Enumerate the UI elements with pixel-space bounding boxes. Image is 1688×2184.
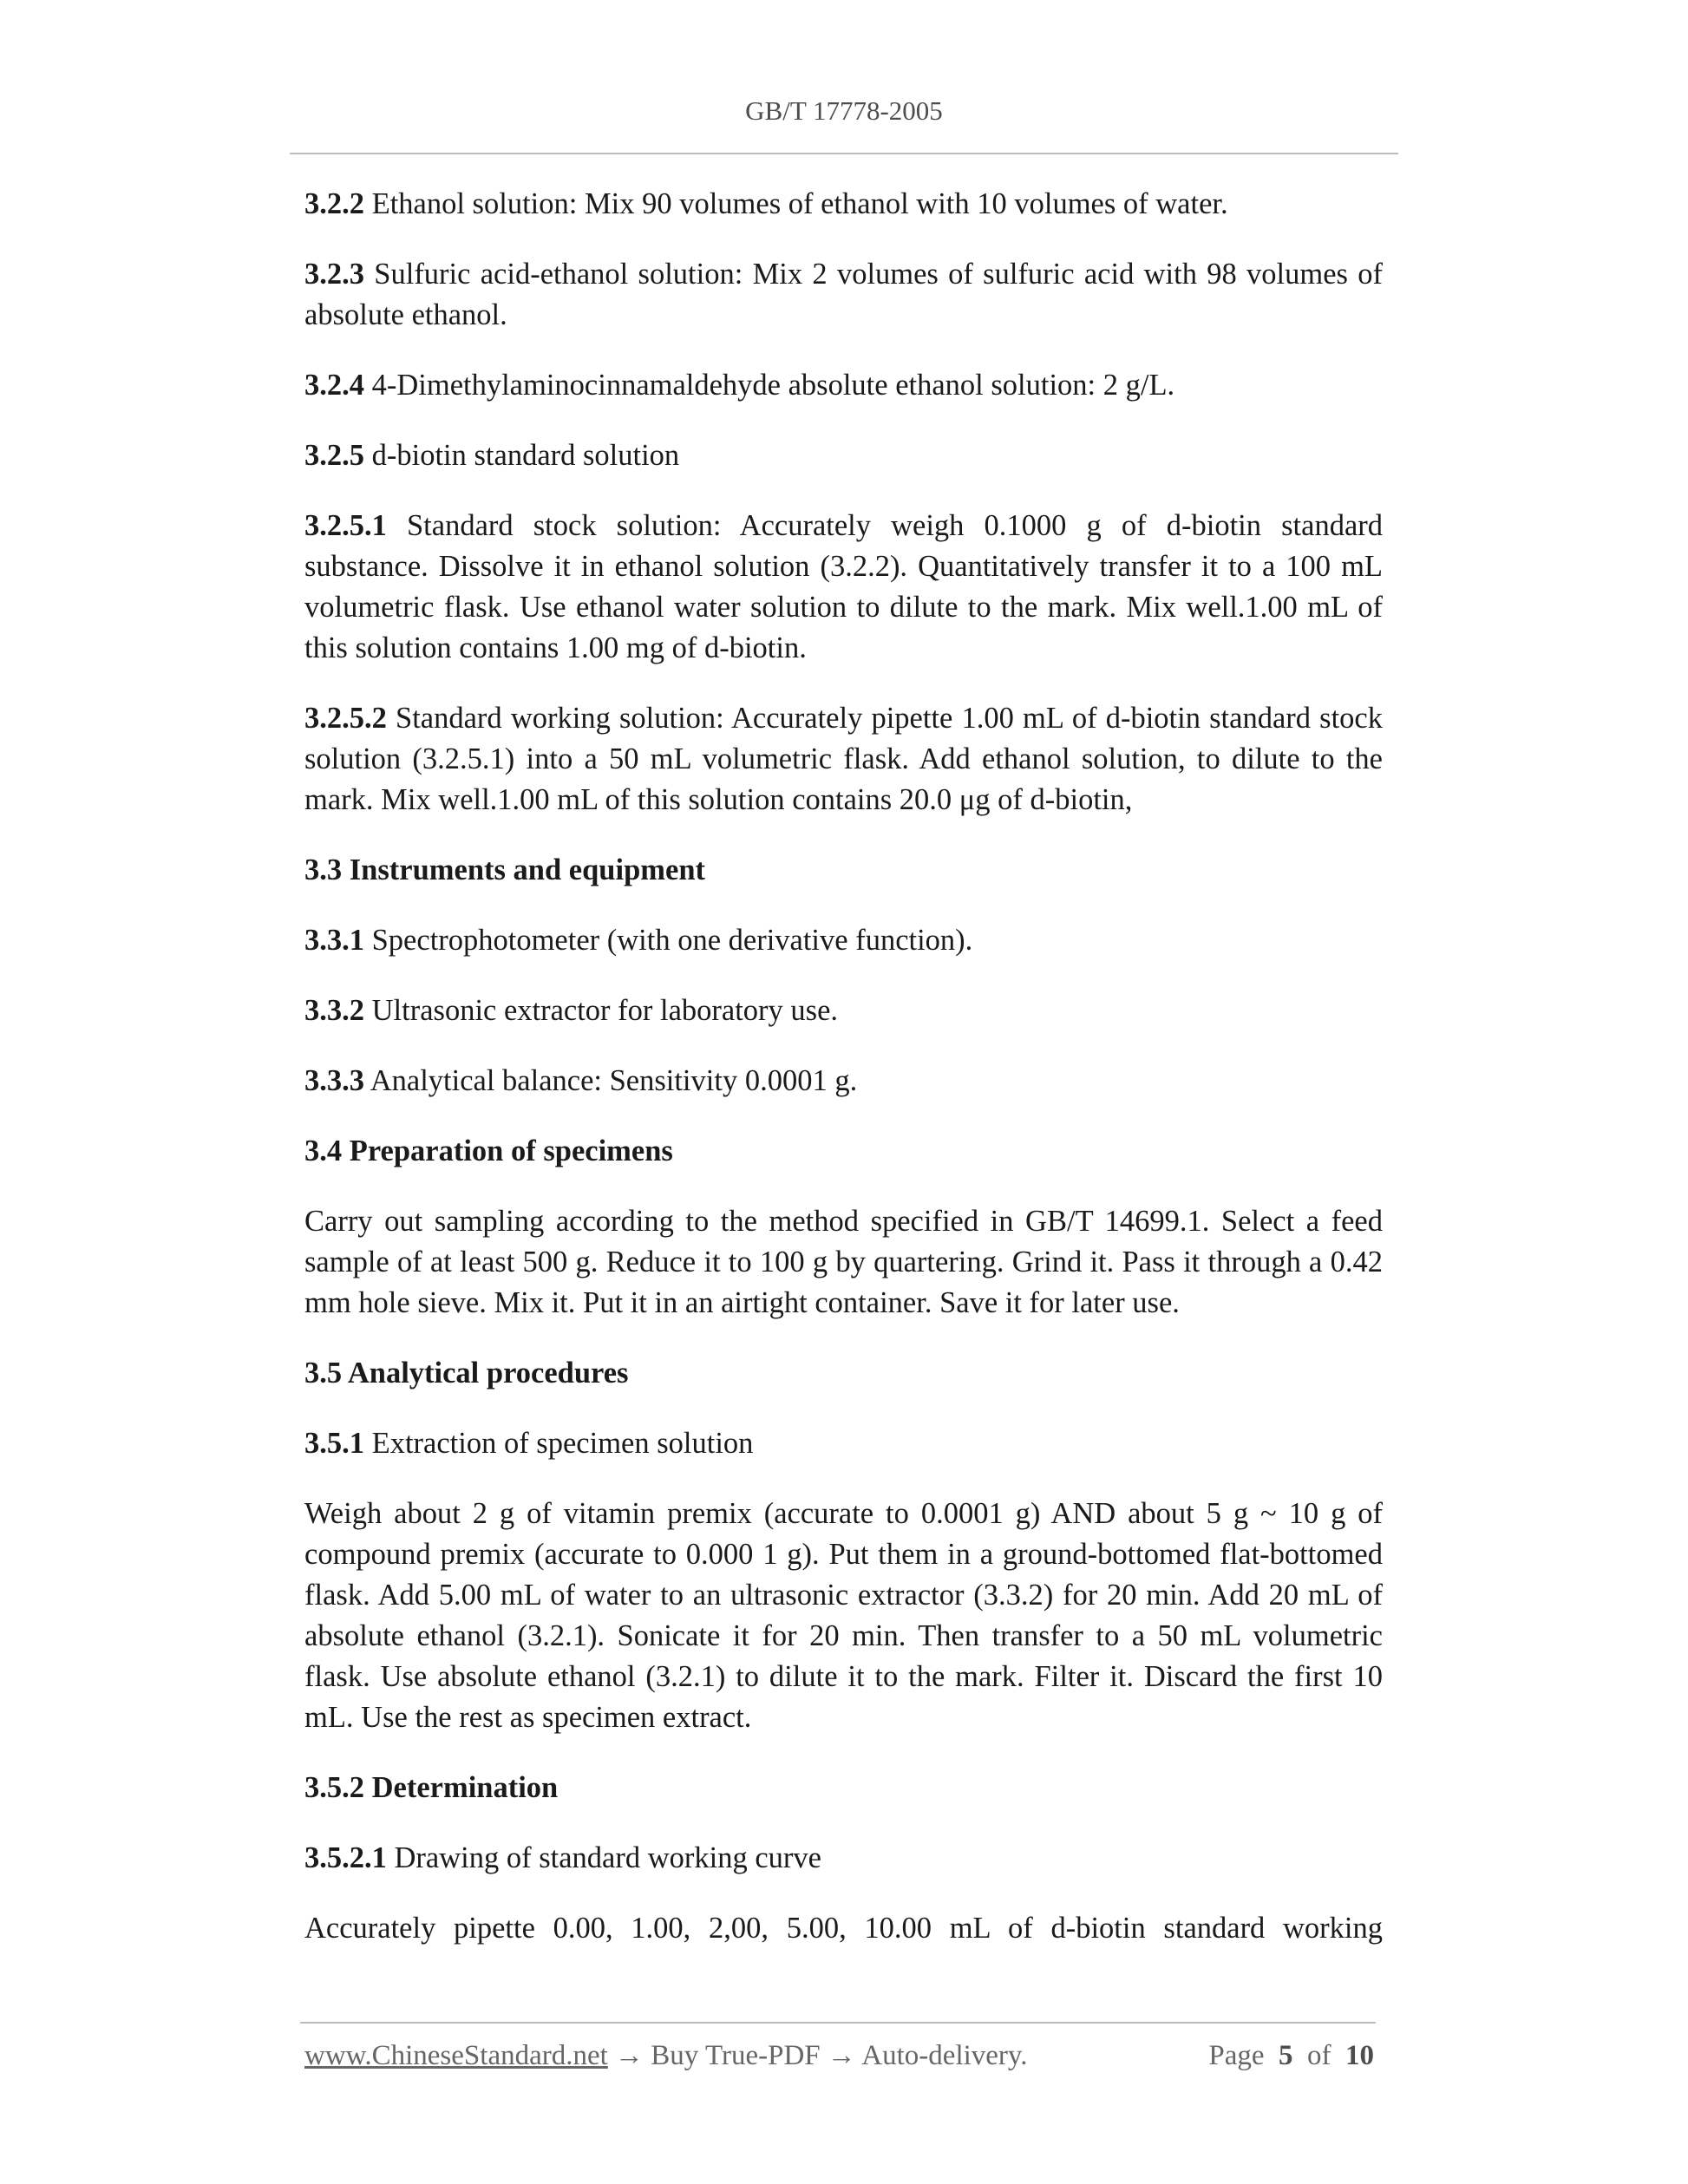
page-total: 10: [1345, 2040, 1374, 2071]
site-link[interactable]: www.ChineseStandard.net: [304, 2040, 608, 2071]
clause-text: Ultrasonic extractor for laboratory use.: [364, 994, 839, 1027]
clause-number: 3.5.1: [304, 1427, 364, 1460]
clause-text: Analytical balance: Sensitivity 0.0001 g.: [364, 1064, 858, 1097]
clause-3-2-3: [304, 254, 1383, 336]
footer-tagline: → Buy True-PDF → Auto-delivery.: [607, 2040, 1028, 2071]
document-body: [304, 184, 1383, 1978]
clause-number: 3.2.4: [304, 369, 364, 402]
clause-number: 3.2.3: [304, 258, 364, 291]
clause-3-3-3: [304, 1061, 1383, 1102]
section-heading-3-5: 3.5 Analytical procedures: [304, 1357, 629, 1390]
header-divider: [290, 153, 1398, 154]
clause-number: 3.2.5: [304, 439, 364, 472]
clause-number: 3.2.5.1: [304, 509, 387, 542]
section-heading-3-3: 3.3 Instruments and equipment: [304, 853, 705, 886]
clause-text: Spectrophotometer (with one derivative function).: [364, 924, 973, 957]
clause-3-3-2: [304, 991, 1383, 1031]
clause-text: Standard stock solution: Accurately weigh 0.1000 g of d-biotin standard substance. Dissolve it in ethanol solution (3.2.2). Quantitatively transfer it to a 100 mL volumetric flask. Use ethanol water solution to dilute to the mark. Mix well.1.00 mL of this solution contains 1.00 mg of d-biotin.: [304, 509, 1383, 664]
page-number: [1208, 2040, 1374, 2072]
clause-3-2-5-2: [304, 698, 1383, 821]
clause-number: 3.3.2: [304, 994, 364, 1027]
clause-number: 3.3.1: [304, 924, 364, 957]
page-label: Page: [1208, 2040, 1265, 2071]
paragraph-extraction: Weigh about 2 g of vitamin premix (accurate to 0.0001 g) AND about 5 g ~ 10 g of compound premix (accurate to 0.000 1 g). Put them in a ground-bottomed flat-bottomed flask. Add 5.00 mL of water to an ultrasonic extractor (3.3.2) for 20 min. Add 20 mL of absolute ethanol (3.2.1). Sonicate it for 20 min. Then transfer to a 50 mL volumetric flask. Use absolute ethanol (3.2.1) to dilute it to the mark. Filter it. Discard the first 10 mL. Use the rest as specimen extract.: [304, 1497, 1383, 1734]
clause-3-2-5-1: [304, 506, 1383, 669]
page-header-title: GB/T 17778-2005: [745, 95, 943, 126]
clause-3-2-5: [304, 435, 1383, 476]
paragraph-sampling: Carry out sampling according to the method specified in GB/T 14699.1. Select a feed sample of at least 500 g. Reduce it to 100 g by quartering. Grind it. Pass it through a 0.42 mm hole sieve. Mix it. Put it in an airtight container. Save it for later use.: [304, 1205, 1383, 1319]
clause-text: d-biotin standard solution: [364, 439, 680, 472]
clause-3-2-2: [304, 184, 1383, 225]
paragraph-standard-curve: Accurately pipette 0.00, 1.00, 2,00, 5.00, 10.00 mL of d-biotin standard working: [304, 1912, 1383, 1945]
clause-3-5-2-1: [304, 1838, 1383, 1879]
clause-text: Standard working solution: Accurately pipette 1.00 mL of d-biotin standard stock solution (3.2.5.1) into a 50 mL volumetric flask. Add ethanol solution, to dilute to the mark. Mix well.1.00 mL of this solution contains 20.0 μg of d-biotin,: [304, 702, 1383, 816]
clause-text: 4-Dimethylaminocinnamaldehyde absolute ethanol solution: 2 g/L.: [364, 369, 1175, 402]
clause-number: 3.2.5.2: [304, 702, 387, 735]
clause-number: 3.2.2: [304, 187, 364, 220]
of-label: of: [1307, 2040, 1331, 2071]
clause-3-3-1: [304, 920, 1383, 961]
clause-text: Ethanol solution: Mix 90 volumes of ethanol with 10 volumes of water.: [364, 187, 1228, 220]
section-heading-3-5-2: 3.5.2 Determination: [304, 1771, 559, 1804]
clause-text: Sulfuric acid-ethanol solution: Mix 2 volumes of sulfuric acid with 98 volumes of absolute ethanol.: [304, 258, 1383, 331]
clause-number: 3.5.2.1: [304, 1841, 387, 1874]
clause-text: Extraction of specimen solution: [364, 1427, 754, 1460]
footer-divider: [300, 2022, 1376, 2024]
clause-3-2-4: [304, 365, 1383, 406]
page-current: 5: [1279, 2040, 1293, 2071]
clause-text: Drawing of standard working curve: [386, 1841, 821, 1874]
page-footer: [304, 2040, 1374, 2078]
clause-number: 3.3.3: [304, 1064, 364, 1097]
footer-left: [304, 2040, 1028, 2072]
clause-3-5-1: [304, 1423, 1383, 1464]
section-heading-3-4: 3.4 Preparation of specimens: [304, 1135, 673, 1167]
